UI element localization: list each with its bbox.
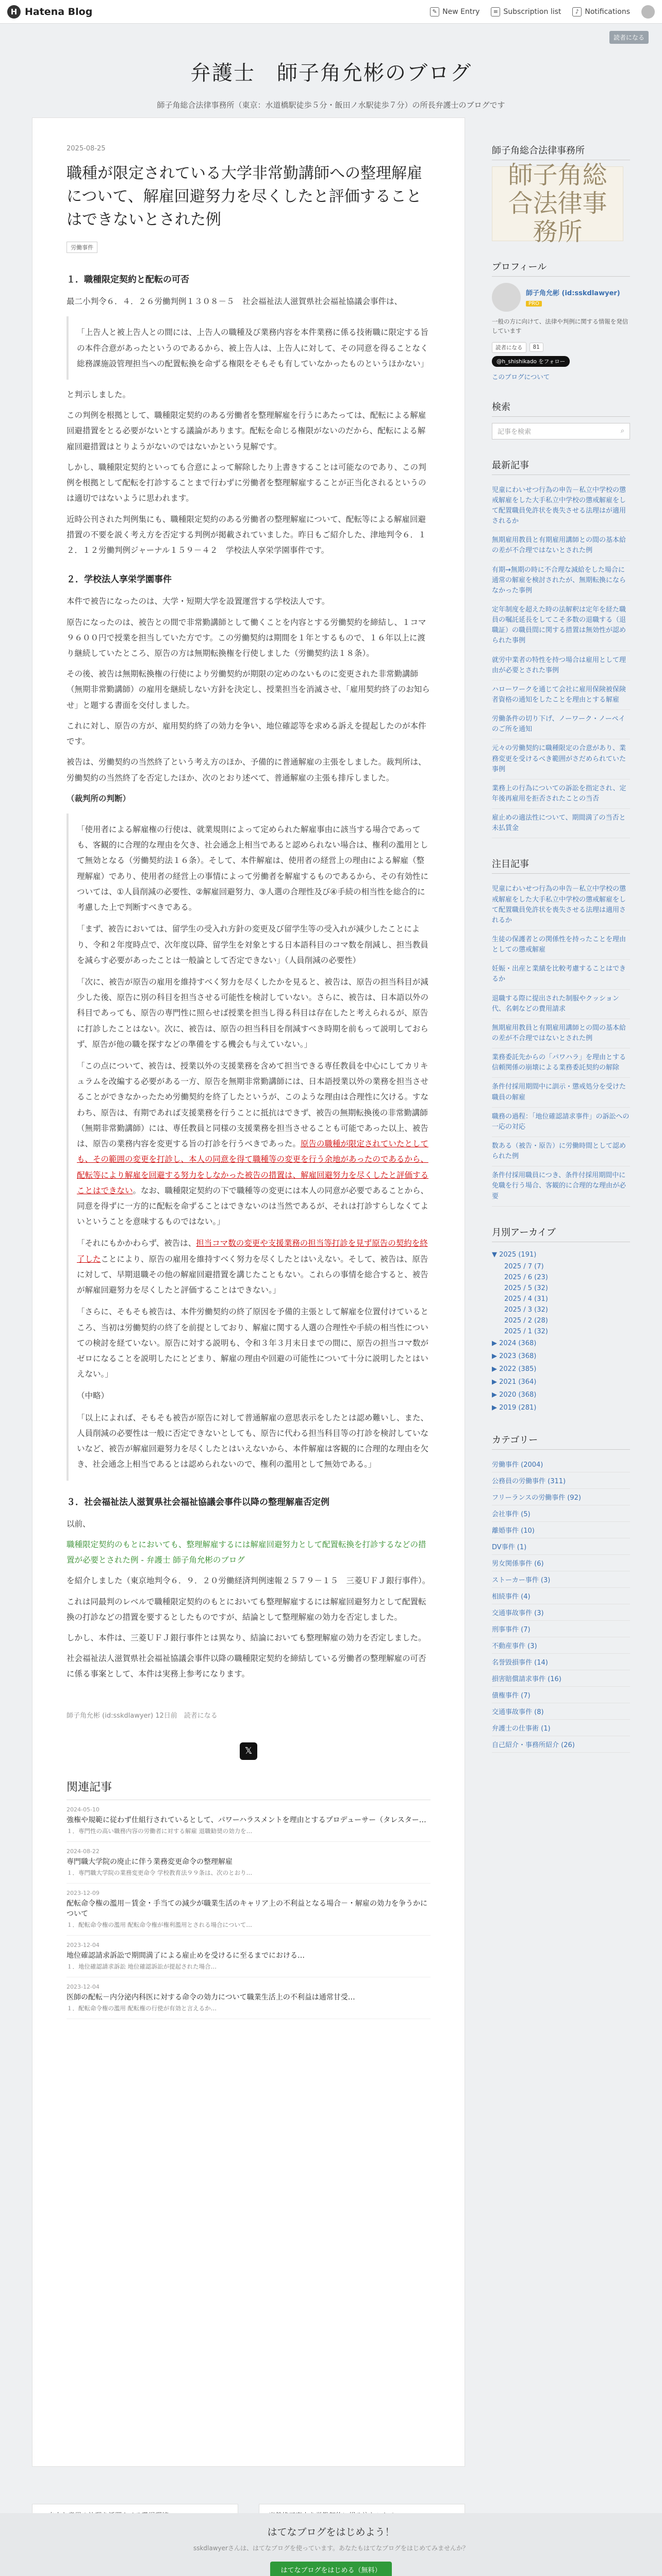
recent-entry-link[interactable]: 業務上の行為についての訴訟を指定され、定年後再雇用を拒否されたことの当否 [492,779,630,809]
popular-entry-link[interactable]: 退職する際に提出された制服やクッション代、名刺などの費用請求 [492,990,630,1019]
archive-month[interactable]: 2025 / 4 (31) [504,1295,548,1303]
archive-month[interactable]: 2025 / 5 (32) [504,1284,548,1292]
related-entry-title[interactable]: 配転命令権の濫用－賃金・手当ての減少が職業生活のキャリア上の不利益となる場合－・解雇の効力を争うかについて [67,1899,427,1918]
list-icon: ≡ [491,7,500,16]
profile-heading: プロフィール [492,260,630,277]
paragraph: その後、被告は無期転換権の行使により労働契約が期限の定めのないものに変更された非常勤講師（無期非常勤講師）の雇用を継続しない方針を決定し、授業担当を消滅させ、「雇用契約終了のお知らせ」と題する書面を交付しました。 [67,669,430,710]
related-entry-snippet: １．専門職大学院の業務変更命令 学校教育法９９条は、次のとおり… [67,1869,253,1876]
entry-category[interactable]: 労働事件 [67,242,97,253]
related-entry[interactable] [67,1884,431,1936]
category-link[interactable]: 離婚事件 (10) [492,1522,630,1538]
quote-omission: （中略） [77,1391,109,1401]
related-entry-title[interactable]: 医師の配転－内分泌内科医に対する命令の効力について職業生活上の不利益は通常甘受… [67,1993,355,2002]
quote-segment: 。なお、職種限定契約の下で職種等の変更には本人の同意が必要であることから、同意を得ずに一方的に配転を命ずることはできないのは当然であるが、それは打診すらしなくてよいということを意味するものではない。」 [77,1185,429,1227]
archive-month[interactable]: 2025 / 7 (7) [504,1262,544,1270]
paragraph: を紹介しました（東京地判令６．９．２０労働経済判例速報２５７９－１５ 三菱ＵＦＪ銀行事件）。 [67,1576,431,1586]
hatena-logo-icon: H [7,5,21,19]
popular-entry-link[interactable]: 妊娠・出産と業績を比較考慮することはできるか [492,960,630,989]
quote-text [77,1058,431,1229]
search-placeholder: 記事を検索 [498,428,532,436]
x-follow-button[interactable]: @h_shishikado をフォロー [492,356,570,367]
related-entry[interactable] [67,1842,431,1884]
paragraph: これに対し、原告の方が、雇用契約終了の効力を争い、地位確認等を求める訴えを提起したのが本件です。 [67,721,426,747]
related-entry-date: 2023-12-09 [67,1889,100,1896]
caret-right-icon[interactable]: ▶ [492,1339,500,1347]
related-entry-date: 2024-05-10 [67,1806,100,1813]
section-heading-1: １．職種限定契約と配転の可否 [67,275,189,285]
related-entry-date: 2023-12-04 [67,1983,100,1990]
archive-year[interactable] [492,1388,630,1401]
quote-segment: ことにより、原告の雇用を維持すべく努力を尽くしたとはいえない。そして、被告は、原告に対して、早期退職その他の解雇回避措置を講じたこともない。これらの事情を総合すると、被告が解雇回避努力を尽くしたと評価することはできない。」 [77,1254,428,1295]
notifications-label: Notifications [585,7,630,16]
recent-entry-link[interactable]: 雇止めの適法性について、期間満了の当否と未払賃金 [492,809,630,838]
related-entry-link[interactable] [67,1537,431,1568]
category-link[interactable]: 公務員の労働事件 (311) [492,1472,630,1489]
archive-month[interactable]: 2025 / 3 (32) [504,1306,548,1314]
start-blog-button[interactable]: はてなブログをはじめる（無料） [270,2562,391,2576]
profile-name[interactable]: 師子角允彬 (id:sskdlawyer) [526,290,620,297]
related-entry[interactable] [67,1800,431,1842]
recent-entry-link[interactable]: 児童にわいせつ行為の申告－私立中学校の懲戒解雇をした大手私立中学校の懲戒解雇をして配置職員免許状を喪失させる法理はが適用されるか [492,481,630,532]
highlighted-text: 原告の職種が限定されていたとしても、その範囲の変更を打診し、本人の同意を得て職種等の変更を行う余地があったのであるから、配転等により解雇を回避する努力をしなかった被告の措置は、解雇回避努力を尽くしたと評価することはできない [77,1139,429,1195]
archive-year[interactable] [492,1248,630,1261]
category-link[interactable]: 債権事件 (7) [492,1687,630,1703]
blog-description: 師子角総合法律事務所（東京：水道橋駅徒歩５分・飯田ノ水駅徒歩７分）の所長弁護士のブログです [157,100,505,110]
archive-month[interactable]: 2025 / 1 (32) [504,1327,548,1335]
recent-entry-link[interactable]: 就労中業者の特性を持つ場合は雇用として理由が必要とされた事例 [492,651,630,681]
new-entry-link[interactable] [430,7,479,16]
paragraph: しかし、職種限定契約といっても合意によって解除したり上書きすることは可能なのであり、この判例を根拠として配転を打診することまで行わずに労働者を整理解雇することが正当化されるというのは適切ではないように思われます。 [67,462,426,503]
archive-year-label: 2020 (368) [499,1391,537,1399]
entry-body [67,272,431,1682]
related-entries-heading: 関連記事 [67,1778,431,1800]
profile-description: 一般の方に向けて、法律や判例に関する情報を発信しています [492,318,628,335]
related-entry-title[interactable]: 強権や規範に従わず仕組行されているとして、パワーハラスメントを理由とするプロデューサー（タレスター… [67,1816,426,1824]
search-module [492,400,630,439]
archive-year[interactable] [492,1350,630,1363]
user-avatar[interactable] [641,5,655,19]
paragraph: これは同最判のレベルで職種限定契約のもとにおいても整理解雇するには解雇回避努力として配置転換の打診などの措置を要するとしたものですが、結論として整理解雇の効力を否定しました。 [67,1597,426,1622]
profile-module [492,260,630,381]
quote-text: 「まず、被告においては、留学生の受入れ方針の変更及び留学生等の受入れが減少したことにより、令和２年度時点で、次年度以降、留学生を対象とする日本語科目のコマ数を削減し、担当教員を減らす必要があったことは一般論として否定できない」（人員削減の必要性） [77,924,428,965]
archive-list [492,1248,630,1414]
site-footer [0,2513,662,2576]
caret-right-icon[interactable]: ▶ [492,1403,500,1412]
paragraph: 本件で被告になったのは、大学・短期大学を設置運営する学校法人です。 [67,597,330,606]
category-link[interactable]: DV事件 (1) [492,1538,630,1555]
popular-heading: 注目記事 [492,857,630,874]
subscription-label: Subscription list [503,7,561,16]
recent-entry-link[interactable]: 労働条件の切り下げ、ノーワーク・ノーペイのご所を通知 [492,710,630,739]
profile-subscribe-button[interactable]: 読者になる [492,342,526,353]
related-entry-title[interactable]: 専門職大学院の廃止に伴う業務変更命令の整理解雇 [67,1857,233,1866]
archive-module [492,1225,630,1414]
category-link[interactable]: 弁護士の仕事術 (1) [492,1720,630,1736]
archive-month[interactable]: 2025 / 2 (28) [504,1316,548,1325]
entry-title[interactable]: 職種が限定されている大学非常勤講師への整理解雇について、解雇回避努力を尽くしたと評価することはできないとされた例 [67,164,422,229]
quote-segment: 「それにもかかわらず、被告は、 [77,1239,196,1248]
highlighted-text: 担当コマ数の変更や支援業務の担当等打診を見ず原告の契約を終了した [77,1239,428,1264]
related-entry-snippet: １．配転命令権の濫用 配転命令権が権利濫用とされる場合について… [67,1921,252,1928]
caret-down-icon[interactable]: ▼ [492,1250,500,1259]
popular-entry-link[interactable]: 業務委託先からの「パワハラ」を理由とする信頼関係の崩壊による業務委託契約の解除 [492,1048,630,1078]
paragraph: 原告になったのは、被告との間で非常勤講師として働くことを内容とする労働契約を締結し、１コマ９６００円で授業を担当していた方です。この労働契約は期間を１年とするもので、１６年以上に渡り継続していたところ、原告の方は無期転換権を行使しました（労働契約法１８条）。 [67,617,426,658]
office-logo-text: 師子角総合法律事務所 [508,160,607,247]
section-heading-2: ２．学校法人享栄学園事件 [67,574,172,585]
caret-right-icon[interactable]: ▶ [492,1365,500,1373]
recent-entries-module [492,458,630,839]
category-link[interactable]: 会社事件 (5) [492,1505,630,1522]
blog-header [0,24,662,110]
archive-year[interactable] [492,1376,630,1388]
category-link[interactable]: 労働事件 (2004) [492,1456,630,1472]
paragraph: この判例を根拠として、職種限定契約のある労働者を整理解雇を行うにあたっては、配転による解雇回避措置をとる必要がないとする議論があります。配転を命じる権限がないのだから、配転による解雇回避措置はとりようがないのではないかという見解です。 [67,411,426,451]
recent-entry-link[interactable]: 無期雇用教員と有期雇用講師との間の基本給の差が不合理ではないとされた例 [492,531,630,561]
quote-text: 「次に、被告が原告の雇用を維持すべく努力を尽くしたかを見ると、被告は、原告の担当科目が減少した後、原告に別の科目を担当させる可能性を検討していない。さらに、被告は、日本語以外の科目であっても、原告の専門性に照らせば授業を担当し得る科目は存在したと考えられるが、原告に打診したことはない。次に、被告は、原告の担当科目を削減すべき時期を前もって説明しておらず、原告が他の職を探すなどの準備をする機会も与えていない。」 [77,977,429,1049]
related-entry-date: 2023-12-04 [67,1941,100,1948]
category-link[interactable]: ストーカー事件 (3) [492,1571,630,1588]
related-entry-snippet: １．専門性の高い職務内容の労働者に対する解雇 退職勧奨の効力を… [67,1827,253,1835]
category-link[interactable]: 不動産事件 (3) [492,1637,630,1654]
popular-entries-list [492,880,630,1206]
entry-footer-signature[interactable]: 師子角允彬 (id:sskdlawyer) 12日前 読者になる [67,1711,218,1720]
popular-entry-link[interactable]: 無期雇用教員と有期雇用講師との間の基本給の差が不合理ではないとされた例 [492,1019,630,1048]
related-entry[interactable] [67,1936,431,1977]
paragraph: 最二小判令６．４．２６労働判例１３０８－５ 社会福祉法人滋賀県社会福祉協議会事件は、 [67,297,403,307]
section-heading-3: ３．社会福祉法人滋賀県社会福祉協議会事件以降の整理解雇否定例 [67,1497,329,1507]
category-link[interactable]: 自己紹介・事務所紹介 (26) [492,1736,630,1753]
office-heading: 師子角総合法律事務所 [492,143,630,160]
related-entry[interactable] [67,1977,431,2019]
recent-heading: 最新記事 [492,458,630,475]
recent-entry-link[interactable]: 定年制度を超えた時の法解釈は定年を経た職員の嘱託延長をしてこそ多数の退職する（退職証）の職員間に関する措置は無効性が認められた事例 [492,601,630,651]
category-list [492,1456,630,1753]
sidebar [492,143,630,1771]
paragraph: 以前、 [67,1519,91,1529]
notifications-link[interactable] [572,7,630,16]
quote-text: 「さらに、そもそも被告は、本件労働契約の終了原因を予備的主張として解雇を位置付けているところ、当初は労働契約の終了を前提としており、解雇に関する人選の合理性や手続の相当性についての検討を経ていない。原告に対する説明も、令和３年３月末日までの間に、原告の担当コマ数がゼロになることを説明したにとどまり、解雇の理由や回避の可能性について十分に説明したとはいえない。」 [77,1307,429,1379]
search-heading: 検索 [492,400,630,417]
related-entry-link-text[interactable]: 職種限定契約のもとにおいても、整理解雇するには解雇回避努力として配置転換を打診するなどの措置が必要とされた例 - 弁護士 師子角允彬のブログ [67,1539,426,1565]
popular-entry-link[interactable]: 数ある（被告・原告）に労働時間として認められた例 [492,1137,630,1166]
archive-year-label: 2022 (385) [499,1365,537,1373]
footer-heading: はてなブログをはじめよう！ [267,2527,395,2538]
court-label: （裁判所の判断） [67,793,131,803]
paragraph: しかし、本件は、三菱ＵＦＪ銀行事件とは異なり、結論においても整理解雇の効力を否定しました。 [67,1633,426,1642]
related-entries-list [67,1800,431,2019]
x-share-button[interactable] [240,1742,257,1760]
search-icon[interactable]: ⌕ [620,427,624,435]
archive-year-label: 2023 (368) [499,1352,537,1360]
paragraph: 近時公刊された判例集にも、職種限定契約のある労働者の整理解雇について、配転等による解雇回避措置の不要を説く考え方を否定する判例が掲載されていました。昨日もご紹介した、津地判令６．１２．１２労働判例ジャーナル１５９－４２ 学校法人享栄学園事件です。 [67,514,426,555]
quote-text: 「上告人と被上告人との間には、上告人の職種及び業務内容を本件業務に係る技術職に限定する旨の本件合意があったというのであるから、被上告人は、上告人に対して、その同意を得ることなく総務課施設管理担当への配置転換を命ずる権限をそもそも有していなかったものというほかない」 [77,328,429,368]
paragraph: と判示しました。 [67,390,131,400]
quote-text: 「以上によれば、そもそも被告が原告に対して普通解雇の意思表示をしたとは認め難いし、また、人員削減の必要性は一般に否定できないとしても、原告に代わる担当科目等の打診を検討していないなど、被告が解雇回避努力を尽くしたとはいえないから、本件解雇は客観的に合理的な理由を欠き、社会通念上相当であるとは認められないので、権利の濫用として無効である。」 [77,1413,429,1469]
global-header [0,0,662,24]
caret-right-icon[interactable]: ▶ [492,1378,500,1386]
archive-month[interactable]: 2025 / 6 (23) [504,1273,548,1281]
paragraph: 社会福祉法人滋賀県社会福祉協議会事件以降の職種限定契約を締結している労働者の整理解雇の可否に係る事案として、本件は実務上参考になります。 [67,1654,426,1679]
archive-year-label: 2025 (191) [499,1250,537,1259]
category-heading: カテゴリー [492,1433,630,1450]
pencil-icon: ✎ [430,7,439,16]
quote-text [77,1235,431,1298]
popular-entry-link[interactable]: 条件付採用職員につき、条件付採用期間中に免職を行う場合、客観的に合理的な理由が必要 [492,1166,630,1206]
subscribe-button[interactable]: 読者になる [609,31,649,44]
recent-entry-link[interactable]: 元々の労働契約に職種限定の合意があり、業務変更を受けるべき範囲がさだめられていた事例 [492,739,630,779]
quote [67,316,431,380]
category-link[interactable]: 男女関係事件 (6) [492,1555,630,1571]
category-link[interactable]: フリーランスの労働事件 (92) [492,1489,630,1505]
popular-entry-link[interactable]: 児童にわいせつ行為の申告－私立中学校の懲戒解雇をした大手私立中学校の懲戒解雇をして配置職員免許状を喪失させる法理は適用されるか [492,880,630,930]
office-module [492,143,630,247]
profile-avatar[interactable] [492,283,521,312]
global-nav [430,5,655,19]
bell-icon: ♪ [572,7,582,16]
quote-segment: 「この点について、被告は、授業以外の支援業務を含めて担当できる専任教員を中心にしてカリキュラムを改編する必要がある一方、原告を無期非常勤講師には、日本語授業以外の業務を担当させることができなかったため労働契約を終了したというが、このような理由は合理性に欠ける。すなわち、原告は、有期であれば支援業務を行うことに抵抗はできず、被告の無期転換後の非常勤講師（無期非常勤講師）には、専任教員と同様の支援業務を担当させることも可能であった以上、被告は、原告の業務内容を変更する旨の打診を行うべきであった。 [77,1061,429,1149]
paragraph: 被告は、労働契約の当然終了という考え方のほか、予備的に普通解雇の主張をしました。裁判所は、労働契約の当然終了を否定したほか、次のとおり述べて、普通解雇の主張も排斥しました。 [67,757,426,783]
popular-entry-link[interactable]: 職務の過程：「地位確認請求事件」の訴訟への一応の対応 [492,1108,630,1137]
category-link[interactable]: 刑事事件 (7) [492,1621,630,1637]
footer-prompt: sskdlawyerさんは、はてなブログを使っています。あなたもはてなブログをはじめてみませんか？ [193,2545,469,2552]
recent-entry-link[interactable]: 有期→無期の時に不合理な減給をした場合に通常の解雇を検討されたが、無期転換にならなかった事例 [492,561,630,601]
quote-text: 「使用者による解雇権の行使は、就業規則によって定められた解雇事由に該当する場合であっても、客観的に合理的な理由を欠き、社会通念上相当であると認められない場合は、権利の濫用として無効となる（労働契約法１６条）。そして、本件解雇は、使用者の経営上の理由による解雇（整理解雇）であり、使用者の経営上の事情によって労働者を解雇するものであるから、その有効性については、①人員削減の必要性、②解雇回避努力、③人選の合理性及び④手続の相当性を総合的に考慮した上で判断すべきである。 [77,824,429,912]
court-quote [67,814,431,1481]
popular-entry-link[interactable]: 条件付採用期間中に訓示・懲戒処分を受けた職員の解雇 [492,1078,630,1107]
popular-entry-link[interactable]: 生徒の保護者との関係性を持ったことを理由としての懲戒解雇 [492,930,630,960]
blog-title[interactable]: 弁護士 師子角允彬のブログ [190,61,472,85]
related-entry-title[interactable]: 地位確認請求訴訟で期間満了による雇止めを受けるに至るまでにおける… [67,1951,305,1960]
pro-badge: PRO [526,301,542,307]
archive-year[interactable] [492,1337,630,1350]
x-logo-icon: 𝕏 [244,1745,253,1756]
category-link[interactable]: 損害賠償請求事件 (16) [492,1670,630,1687]
archive-heading: 月別アーカイブ [492,1225,630,1242]
caret-right-icon[interactable]: ▶ [492,1391,500,1399]
brand-name: Hatena Blog [25,6,93,18]
hatena-blog-logo[interactable] [7,5,92,19]
category-link[interactable]: 相続事件 (4) [492,1588,630,1604]
subscription-list-link[interactable] [491,7,561,16]
popular-entries-module [492,857,630,1206]
recent-entry-link[interactable]: ハローワークを通じて会社に雇用保険被保険者資格の通知をしたことを理由とする解雇 [492,681,630,710]
recent-entries-list [492,481,630,839]
entry-article [32,117,465,2467]
archive-year[interactable] [492,1363,630,1376]
category-module [492,1433,630,1753]
related-entry-snippet: １．配転命令権の濫用 配転権の行使が有効と言えるか… [67,2004,217,2012]
archive-year-label: 2024 (368) [499,1339,537,1347]
archive-year[interactable] [492,1401,630,1414]
category-link[interactable]: 交通事故事件 (8) [492,1703,630,1720]
archive-year-label: 2019 (281) [499,1403,537,1412]
office-logo-image[interactable] [492,160,623,247]
entry-date[interactable]: 2025-08-25 [67,145,106,152]
category-link[interactable]: 名誉毀損事件 (14) [492,1654,630,1670]
about-blog-link[interactable]: このブログについて [492,372,550,381]
related-entry-date: 2024-08-22 [67,1848,100,1855]
related-entry-snippet: １．地位確認請求訴訟 地位確認訴訟が提起された場合… [67,1962,217,1970]
search-input[interactable] [492,423,630,439]
category-link[interactable]: 交通事故事件 (3) [492,1604,630,1621]
archive-year-label: 2021 (364) [499,1378,537,1386]
caret-right-icon[interactable]: ▶ [492,1352,500,1360]
subscriber-count: 81 [529,343,543,352]
new-entry-label: New Entry [442,7,480,16]
